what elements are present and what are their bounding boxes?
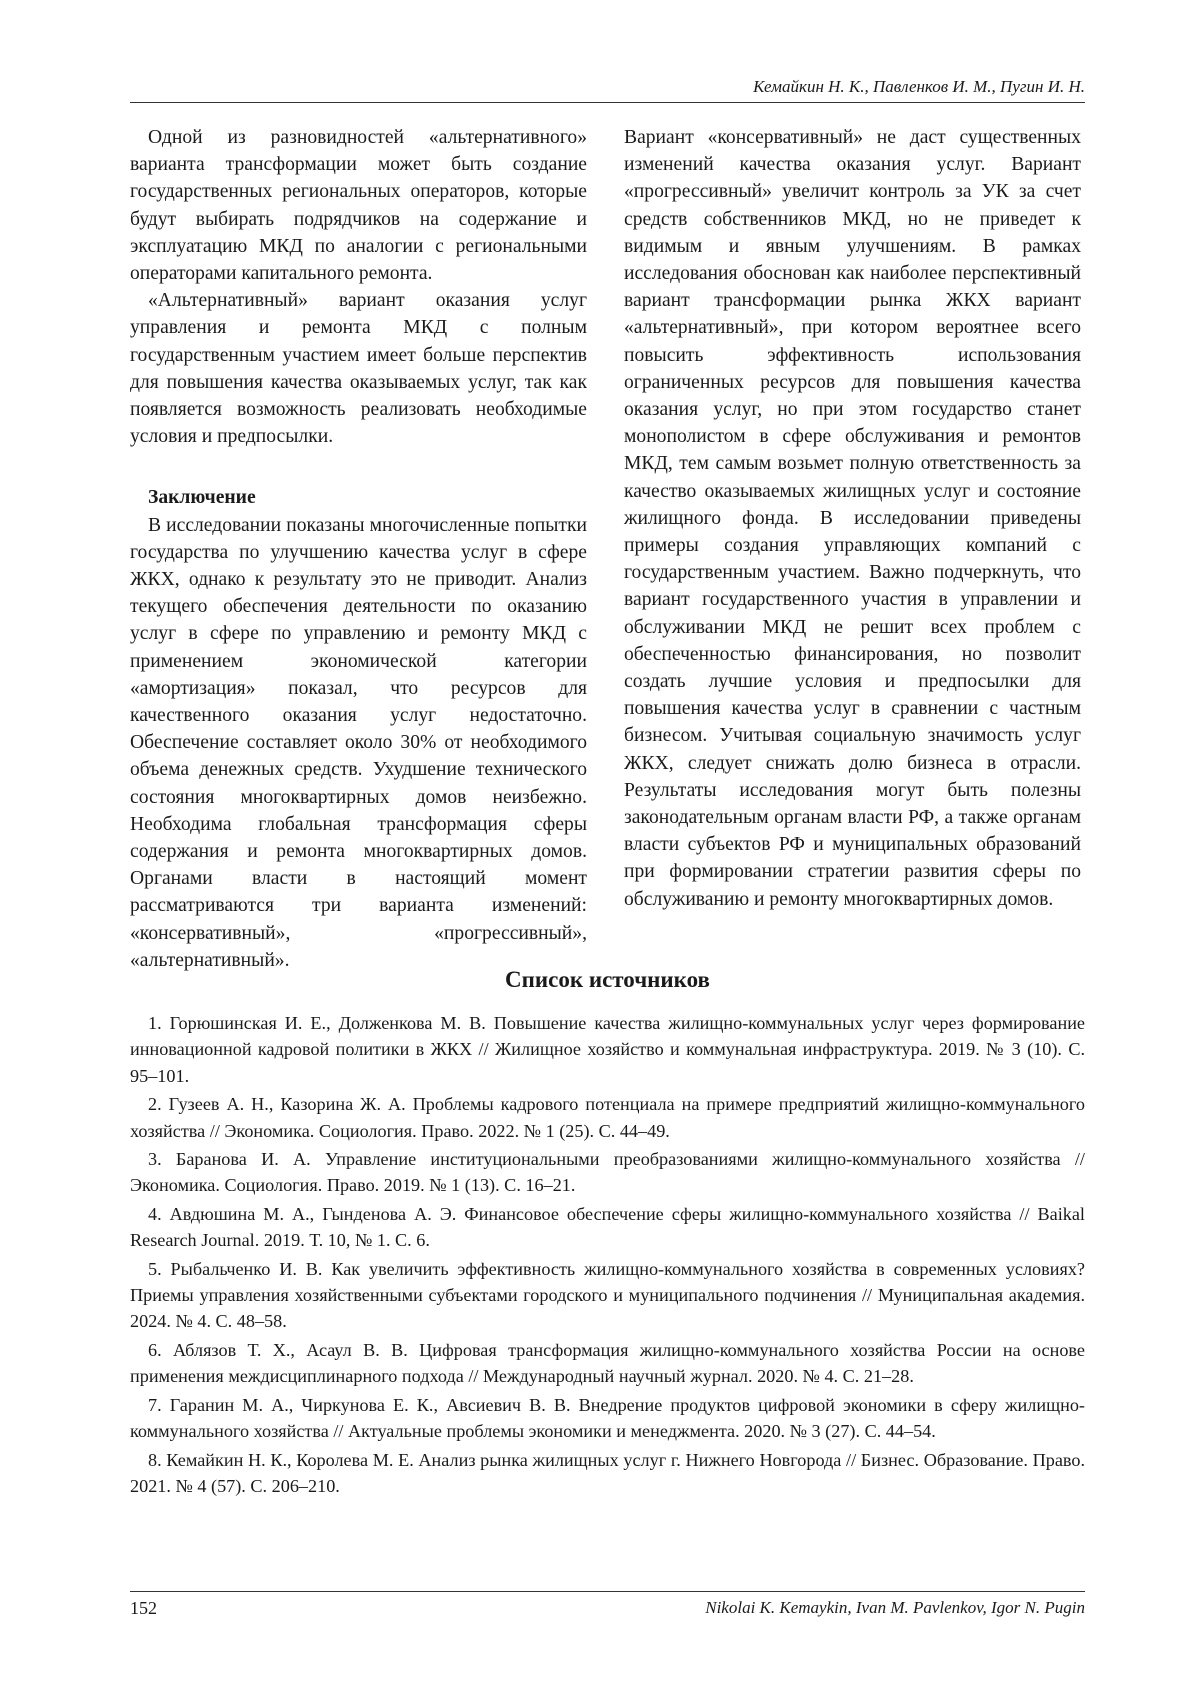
paragraph: Одной из разновидностей «альтернативного» варианта трансформации может быть создание государственных региональных операторов, которые будут выбирать подрядчиков на содержание и эксплуатацию МКД по аналогии с региональными операторами капитального ремонта.: [130, 127, 587, 285]
reference-item: 1. Горюшинская И. Е., Долженкова М. В. Повышение качества жилищно-коммунальных услуг через формирование инновационной кадровой политики в ЖКХ // Жилищное хозяйство и коммунальная инфраструктура. 2019. № 3 (10). С. 95–101.: [130, 1013, 1085, 1086]
page-number: 152: [130, 1598, 157, 1618]
reference-item: 5. Рыбальченко И. В. Как увеличить эффективность жилищно-коммунального хозяйства в современных условиях? Приемы управления хозяйственными субъектами городского и муниципального подчинения // Муниципальная академия. 2024. № 4. С. 48–58.: [130, 1258, 1085, 1332]
reference-item: 7. Гаранин М. А., Чиркунова Е. К., Авсиевич В. В. Внедрение продуктов цифровой экономики в сферу жилищно-коммунального хозяйства // Актуальные проблемы экономики и менеджмента. 2020. № 3 (27). С. 44–54.: [130, 1394, 1085, 1442]
paragraph: «Альтернативный» вариант оказания услуг управления и ремонта МКД с полным государственным участием имеет больше перспектив для повышения качества оказываемых услуг, так как появляется возможность реализовать необходимые условия и предпосылки.: [130, 290, 587, 448]
paragraph: Вариант «консервативный» не даст существенных изменений качества оказания услуг. Вариант «прогрессивный» увеличит контроль за УК за счет средств собственников МКД, но не приведет к видимым и явным улучшениям. В рамках исследования обоснован как наиболее перспективный вариант трансформации рынка ЖКХ вариант «альтернативный», при котором вероятнее всего повысить эффективность использования ограниченных ресурсов для повышения качества оказания услуг, но при этом государство станет монополистом в сфере обслуживания и ремонтов МКД, тем самым возьмет полную ответственность за качество оказываемых жилищных услуг и состояние жилищного фонда. В исследовании приведены примеры создания управляющих компаний с государственным участием. Важно подчеркнуть, что вариант государственного участия в управлении и обслуживании МКД не решит всех проблем с обеспеченностью финансирования, но позволит создать лучшие условия и предпосылки для повышения качества услуг в сравнении с частным бизнесом. Учитывая социальную значимость услуг ЖКХ, следует снижать долю бизнеса в отрасли. Результаты исследования могут быть полезны законодательным органам власти РФ, а также органам власти субъектов РФ и муниципальных образований при формировании стратегии развития сферы по обслуживанию и ремонту многоквартирных домов.: [624, 127, 1081, 910]
reference-item: 2. Гузеев А. Н., Казорина Ж. А. Проблемы кадрового потенциала на примере предприятий жилищно-коммунального хозяйства // Экономика. Социология. Право. 2022. № 1 (25). С. 44–49.: [130, 1094, 1085, 1141]
running-head: Кемайкин Н. К., Павленков И. М., Пугин И. Н.: [753, 77, 1085, 96]
left-column: [130, 124, 587, 974]
references-title: Список источников: [505, 967, 710, 992]
paragraph: В исследовании показаны многочисленные попытки государства по улучшению качества услуг в сфере ЖКХ, однако к результату это не приводит. Анализ текущего обеспечения деятельности по оказанию услуг в сфере по управлению и ремонту МКД с применением экономической категории «амортизация» показал, что ресурсов для качественного оказания услуг недостаточно. Обеспечение составляет около 30% от необходимого объема денежных средств. Ухудшение технического состояния многоквартирных домов неизбежно. Необходима глобальная трансформация сферы содержания и ремонта многоквартирных домов. Органами власти в настоящий момент рассматриваются три варианта изменений: «консервативный», «прогрессивный», «альтернативный».: [130, 514, 587, 971]
header-rule: [130, 102, 1085, 103]
footer-authors: Nikolai K. Kemaykin, Ivan M. Pavlenkov, Igor N. Pugin: [705, 1598, 1085, 1617]
reference-item: 4. Авдюшина М. А., Гынденова А. Э. Финансовое обеспечение сферы жилищно-коммунального хозяйства // Baikal Research Journal. 2019. Т. 10, № 1. С. 6.: [130, 1203, 1085, 1251]
reference-item: 3. Баранова И. А. Управление институциональными преобразованиями жилищно-коммунального хозяйства // Экономика. Социология. Право. 2019. № 1 (13). С. 16–21.: [130, 1149, 1085, 1196]
references-list: [130, 1010, 1085, 1501]
footer-rule: [130, 1591, 1085, 1592]
right-column: [624, 124, 1081, 913]
reference-item: 6. Аблязов Т. Х., Асаул В. В. Цифровая трансформация жилищно-коммунального хозяйства России на основе применения междисциплинарного подхода // Международный научный журнал. 2020. № 4. С. 21–28.: [130, 1339, 1085, 1387]
section-heading-conclusion: Заключение: [148, 487, 256, 509]
reference-item: 8. Кемайкин Н. К., Королева М. Е. Анализ рынка жилищных услуг г. Нижнего Новгорода // Бизнес. Образование. Право. 2021. № 4 (57). С. 206–210.: [130, 1449, 1085, 1496]
